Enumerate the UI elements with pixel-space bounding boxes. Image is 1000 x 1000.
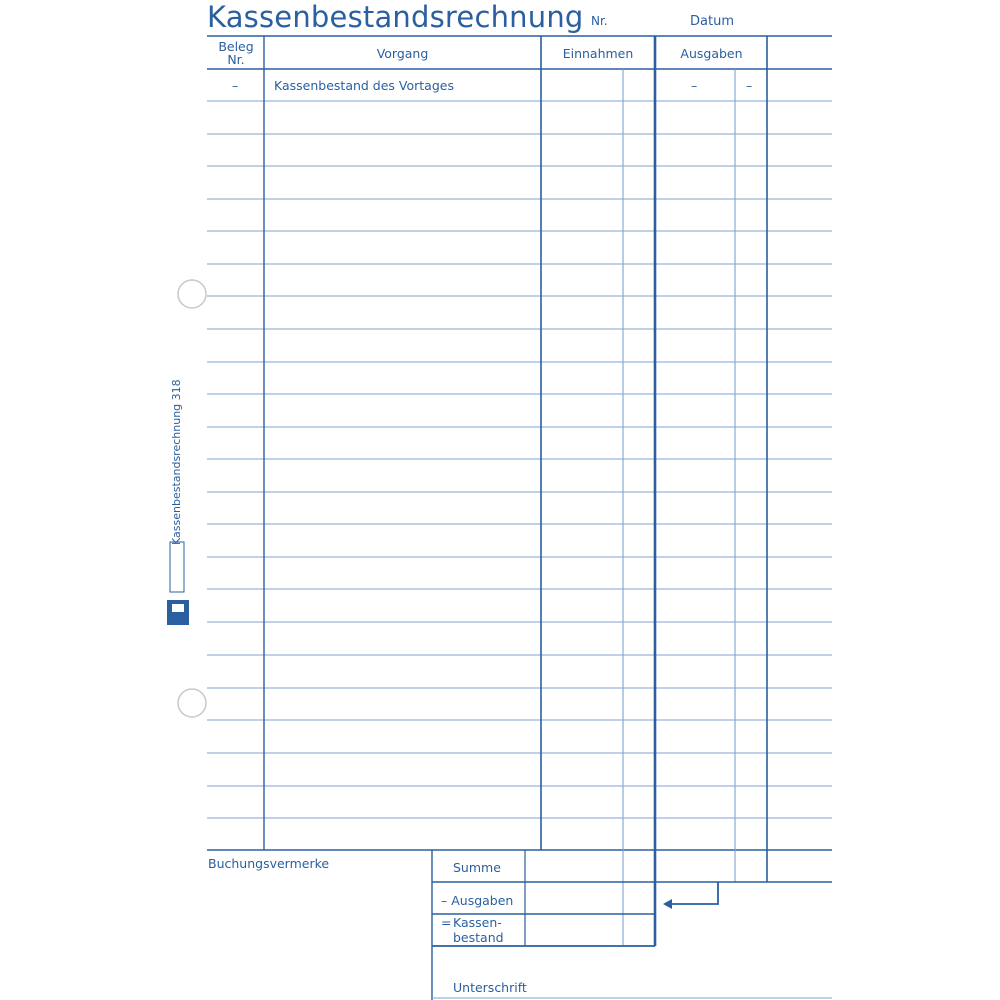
- col-header-einnahmen: Einnahmen: [562, 46, 634, 61]
- first-row-vorgang: Kassenbestand des Vortages: [274, 78, 454, 93]
- summe-label: Summe: [453, 860, 501, 875]
- equals-sign: =: [441, 915, 452, 930]
- col-header-ausgaben: Ausgaben: [680, 46, 743, 61]
- col-header-beleg: [208, 39, 264, 67]
- zweckform-logo-icon: [167, 542, 189, 625]
- kassenbestand-label: [453, 915, 504, 945]
- col-header-beleg-line2: Nr.: [227, 52, 245, 67]
- first-row-beleg: –: [232, 78, 239, 93]
- kassenbestand-line1: Kassen-: [453, 915, 502, 930]
- form-title: Kassenbestandsrechnung: [207, 0, 584, 34]
- first-row-ausgaben-cent: –: [746, 78, 753, 93]
- nr-label: Nr.: [591, 14, 608, 28]
- first-row-ausgaben-euro: –: [691, 78, 698, 93]
- punch-hole-top: [178, 280, 206, 308]
- col-header-beleg-line1: Beleg: [218, 39, 254, 54]
- col-header-vorgang: Vorgang: [376, 46, 429, 61]
- unterschrift-label: Unterschrift: [453, 980, 527, 995]
- side-label: Kassenbestandsrechnung 318: [170, 379, 183, 545]
- datum-label: Datum: [690, 14, 734, 29]
- kassenbestand-line2: bestand: [453, 930, 504, 945]
- arrow-head-icon: [663, 899, 672, 909]
- buchungsvermerke-label: Buchungsvermerke: [208, 856, 330, 871]
- punch-hole-bottom: [178, 689, 206, 717]
- minus-ausgaben-label: – Ausgaben: [441, 893, 514, 908]
- transfer-arrow: [668, 882, 718, 904]
